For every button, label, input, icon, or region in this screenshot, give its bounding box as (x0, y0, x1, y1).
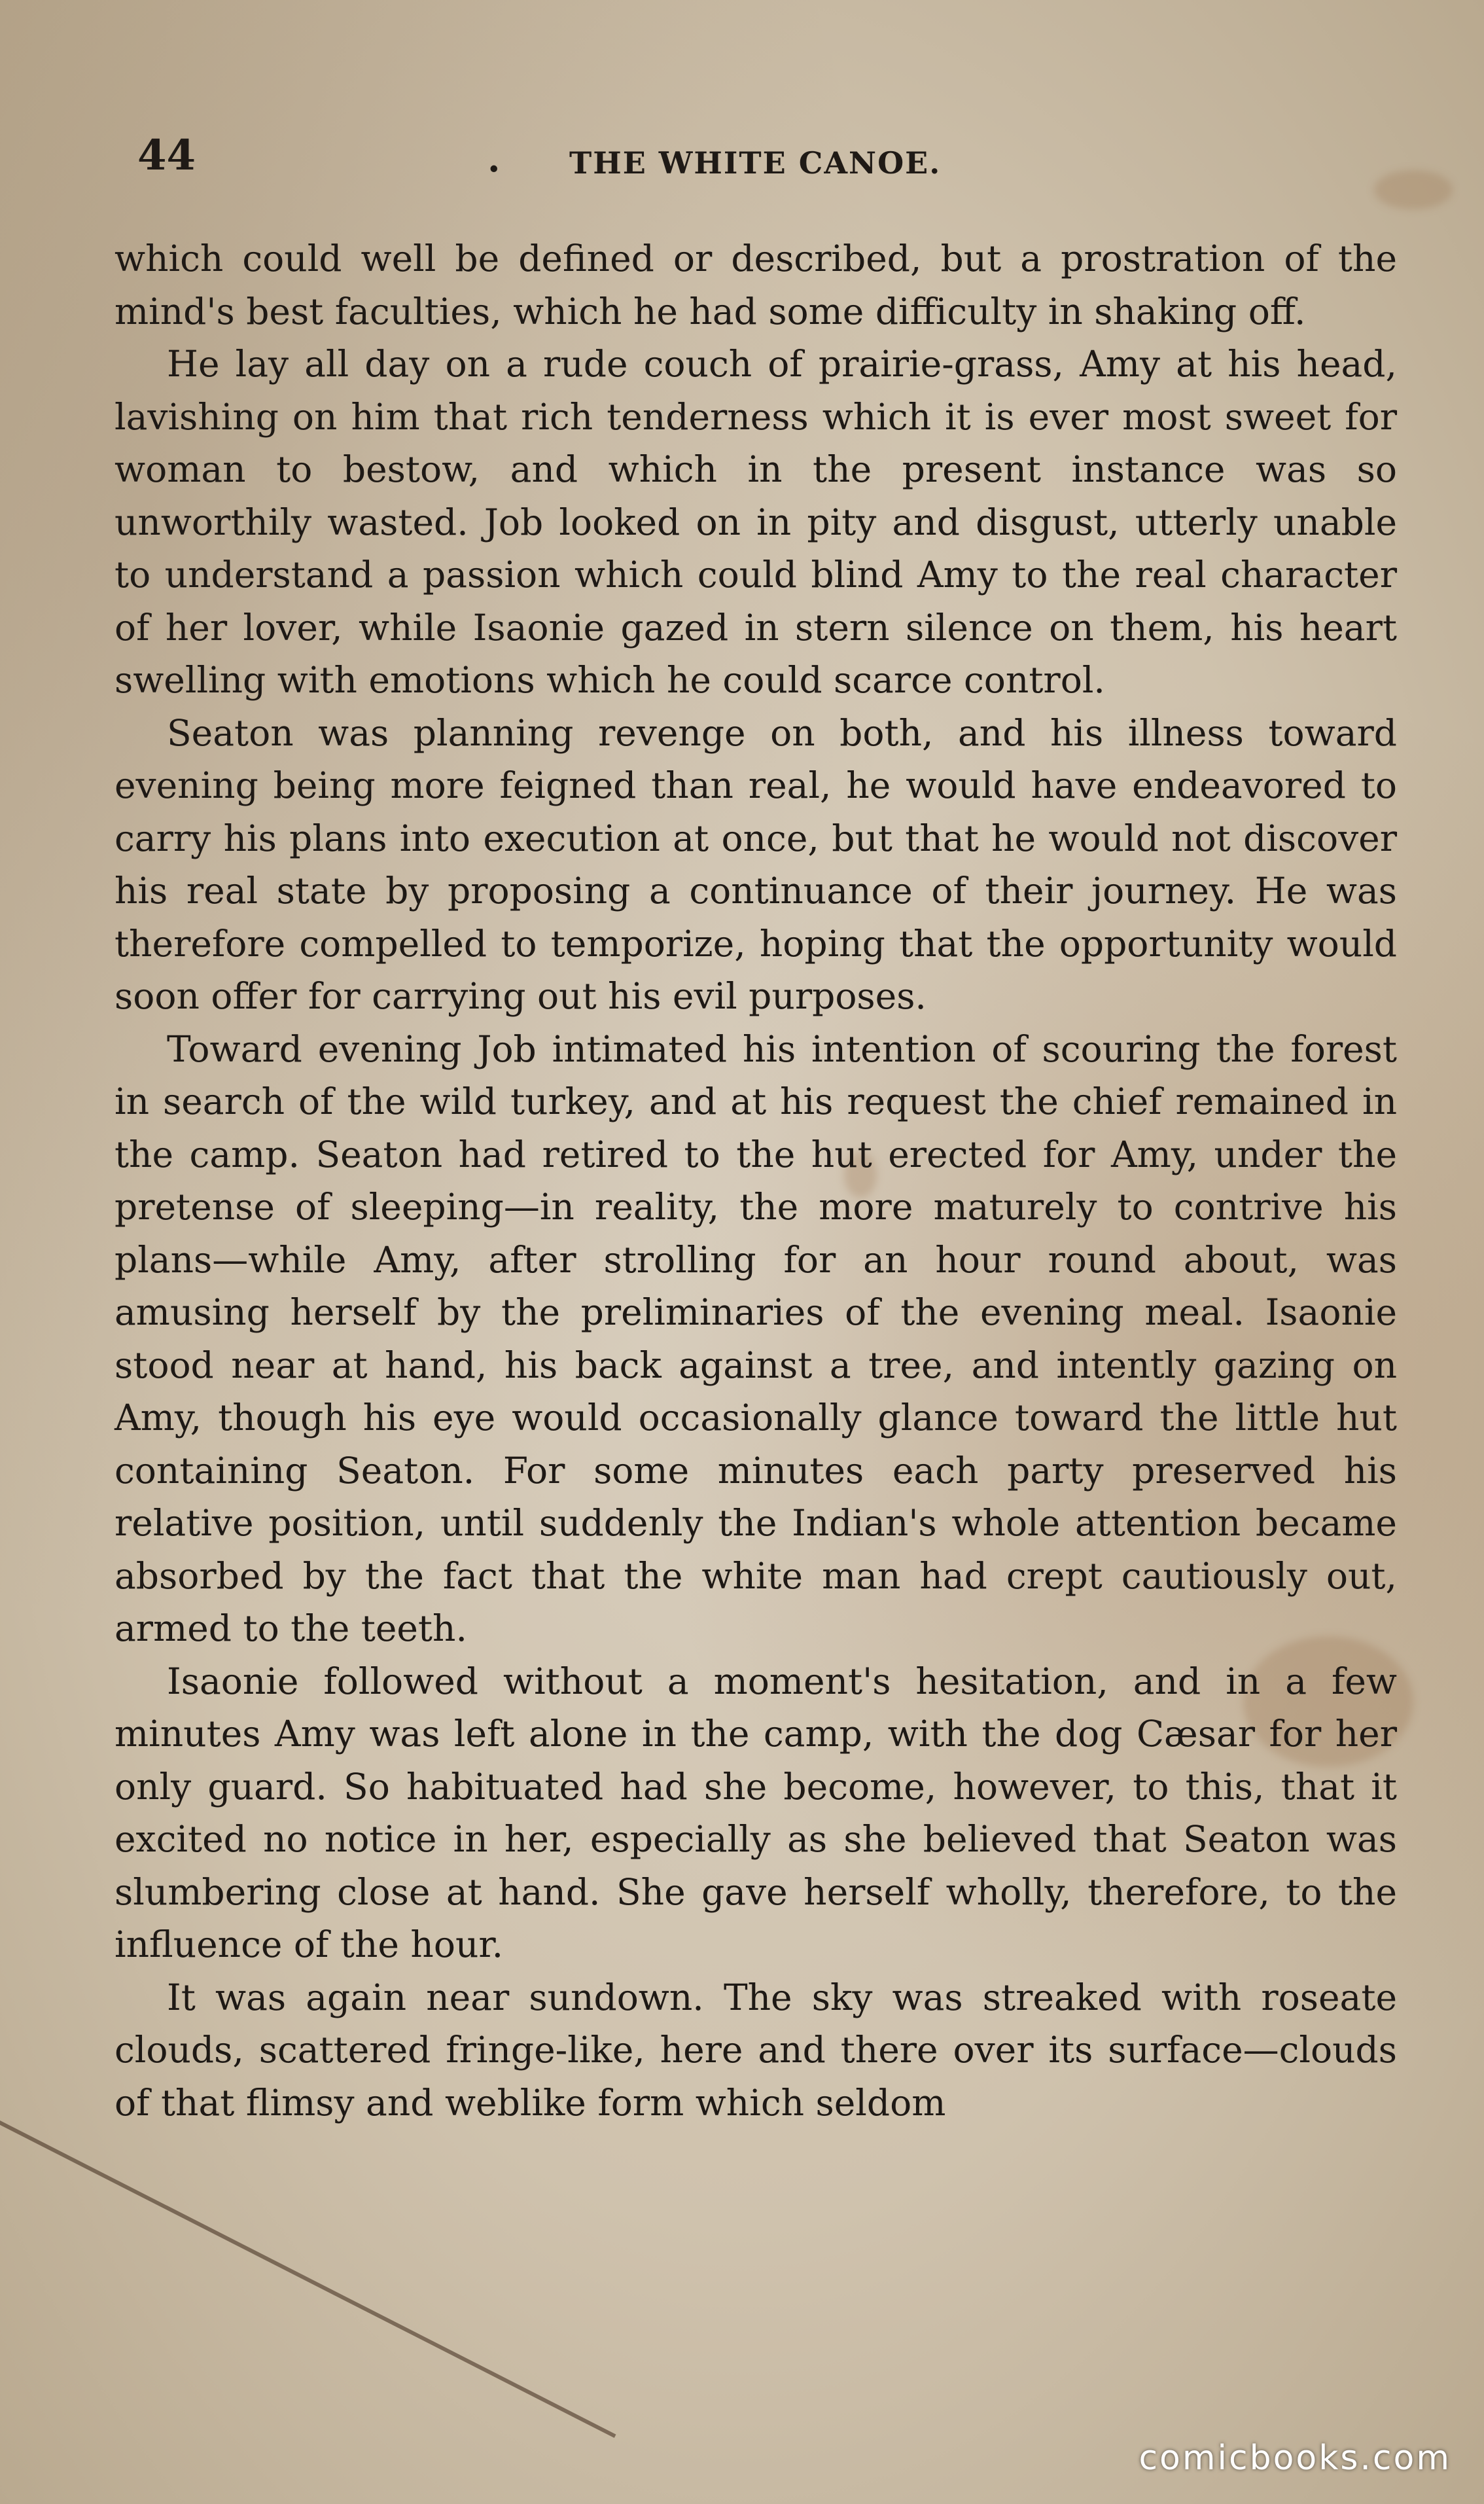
page-crease (0, 2107, 616, 2438)
paragraph: It was again near sundown. The sky was streaked with roseate clouds, scattered fringe-like, here and there over its surface—clouds of that flimsy and weblike form which seldom (115, 1976, 1397, 2124)
paragraph: which could well be defined or described, but a prostration of the mind's best faculties, which he had some difficulty in shaking off. (115, 238, 1397, 332)
page-number: 44 (137, 131, 196, 180)
header-separator: . (487, 137, 501, 181)
paragraph: Isaonie followed without a moment's hesitation, and in a few minutes Amy was left alone in the camp, with the dog Cæsar for her only guard. So habituated had she become, however, to this, that it excited no notice in her, especially as she believed that Seaton was slumbering close at hand. She gave herself wholly, therefore, to the influence of the hour. (115, 1660, 1397, 1965)
paragraph: Seaton was planning revenge on both, and his illness toward evening being more feigned than real, he would have endeavored to carry his plans into execution at once, but that he would not discover his real state by proposing a continuance of their journey. He was therefore compelled to temporize, hoping that the opportunity would soon offer for carrying out his evil purposes. (115, 711, 1397, 1017)
body-text (115, 232, 1397, 2129)
paragraph: Toward evening Job intimated his intention of scouring the forest in search of the wild turkey, and at his request the chief remained in the camp. Seaton had retired to the hut erected for Amy, under the pretense of sleeping—in reality, the more maturely to contrive his plans—while Amy, after strolling for an hour round about, was amusing herself by the preliminaries of the evening meal. Isaonie stood near at hand, his back against a tree, and intently gazing on Amy, though his eye would occasionally glance toward the little hut containing Seaton. For some minutes each party preserved his relative position, until suddenly the Indian's whole attention became absorbed by the fact that the white man had crept cautiously out, armed to the teeth. (115, 1028, 1397, 1649)
page-header (137, 131, 1400, 190)
paragraph: He lay all day on a rude couch of prairie-grass, Amy at his head, lavishing on him that rich tenderness which it is ever most sweet for woman to bestow, and which in the present instance was so unworthily wasted. Job looked on in pity and disgust, utterly unable to understand a passion which could blind Amy to the real character of her lover, while Isaonie gazed in stern silence on them, his heart swelling with emotions which he could scarce control. (115, 343, 1397, 701)
running-title: THE WHITE CANOE. (569, 145, 942, 181)
watermark: comicbooks.com (1139, 2439, 1451, 2478)
